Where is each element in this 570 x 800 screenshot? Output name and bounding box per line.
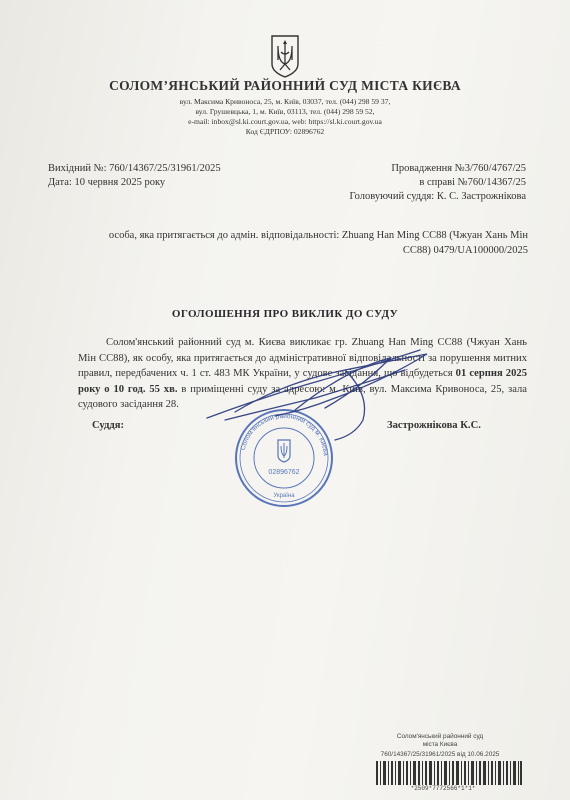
hearing-datetime: 01 серпня 2025 року о 10 год. 55 хв. — [78, 368, 527, 395]
barcode-number: *2509*7772566*1*1* — [410, 785, 476, 792]
seal-ring-text: Солом'янський районний суд м. Києва — [239, 412, 329, 457]
coat-of-arms-icon — [270, 34, 300, 78]
accused-person — [100, 228, 528, 258]
seal-country: Україна — [273, 493, 295, 499]
court-name: СОЛОМ’ЯНСЬКИЙ РАЙОННИЙ СУД МІСТА КИЄВА — [109, 78, 461, 93]
case-number: в справі №760/14367/25 — [419, 177, 526, 188]
document-barcode — [376, 761, 522, 785]
footer-document-ref: 760/14367/25/31961/2025 від 10.06.2025 — [380, 751, 500, 758]
judge-name: Застрожнікова К.С. — [387, 420, 481, 431]
accused-person-line: CC88) 0479/UA100000/2025 — [402, 245, 528, 256]
court-contacts: e-mail: inbox@sl.ki.court.gov.ua, web: https://sl.ki.court.gov.ua — [188, 117, 382, 126]
proceeding-number: Провадження №3/760/4767/25 — [391, 163, 526, 174]
footer-court-city: міста Києва — [422, 741, 458, 748]
notice-title: ОГОЛОШЕННЯ ПРО ВИКЛИК ДО СУДУ — [171, 308, 399, 320]
court-edrpou: Код ЄДРПОУ: 02896762 — [245, 127, 325, 136]
court-address-line: вул. Грушевцька, 1, м. Київ, 03113, тел. (044) 298 59 52, — [195, 107, 375, 116]
notice-text-end: в приміщенні суду за адресою: м. Київ, вул. Максима Кривоноса, 25, зала судового засідання 28. — [78, 383, 527, 411]
notice-text-start: Солом'янський районний суд м. Києва викликає гр. Zhuang Han Ming CC88 (Чжуан Хань Мін CC88), як особу, яка притягається до адміністративної відповідальності за порушення митних правил, передбачених ч. 1 ст. 483 МК України, у судове засідання, що відбудеться — [78, 337, 527, 380]
court-address-line: вул. Максима Кривоноса, 25, м. Київ, 03037, тел. (044) 298 59 37, — [179, 97, 391, 106]
presiding-judge: Головуючий суддя: К. С. Застрожнікова — [349, 191, 526, 202]
judge-label: Суддя: — [92, 420, 124, 431]
seal-code: 02896762 — [268, 469, 300, 476]
judge-signature — [195, 340, 445, 450]
accused-person-line: особа, яка притягається до адмін. відповідальності: Zhuang Han Ming CC88 (Чжуан Хань Мін — [108, 230, 528, 241]
footer-court-name: Солом'янський районний суд — [396, 733, 484, 740]
outgoing-number: Вихідний №: 760/14367/25/31961/2025 — [48, 163, 221, 174]
document-date: Дата: 10 червня 2025 року — [48, 177, 166, 188]
